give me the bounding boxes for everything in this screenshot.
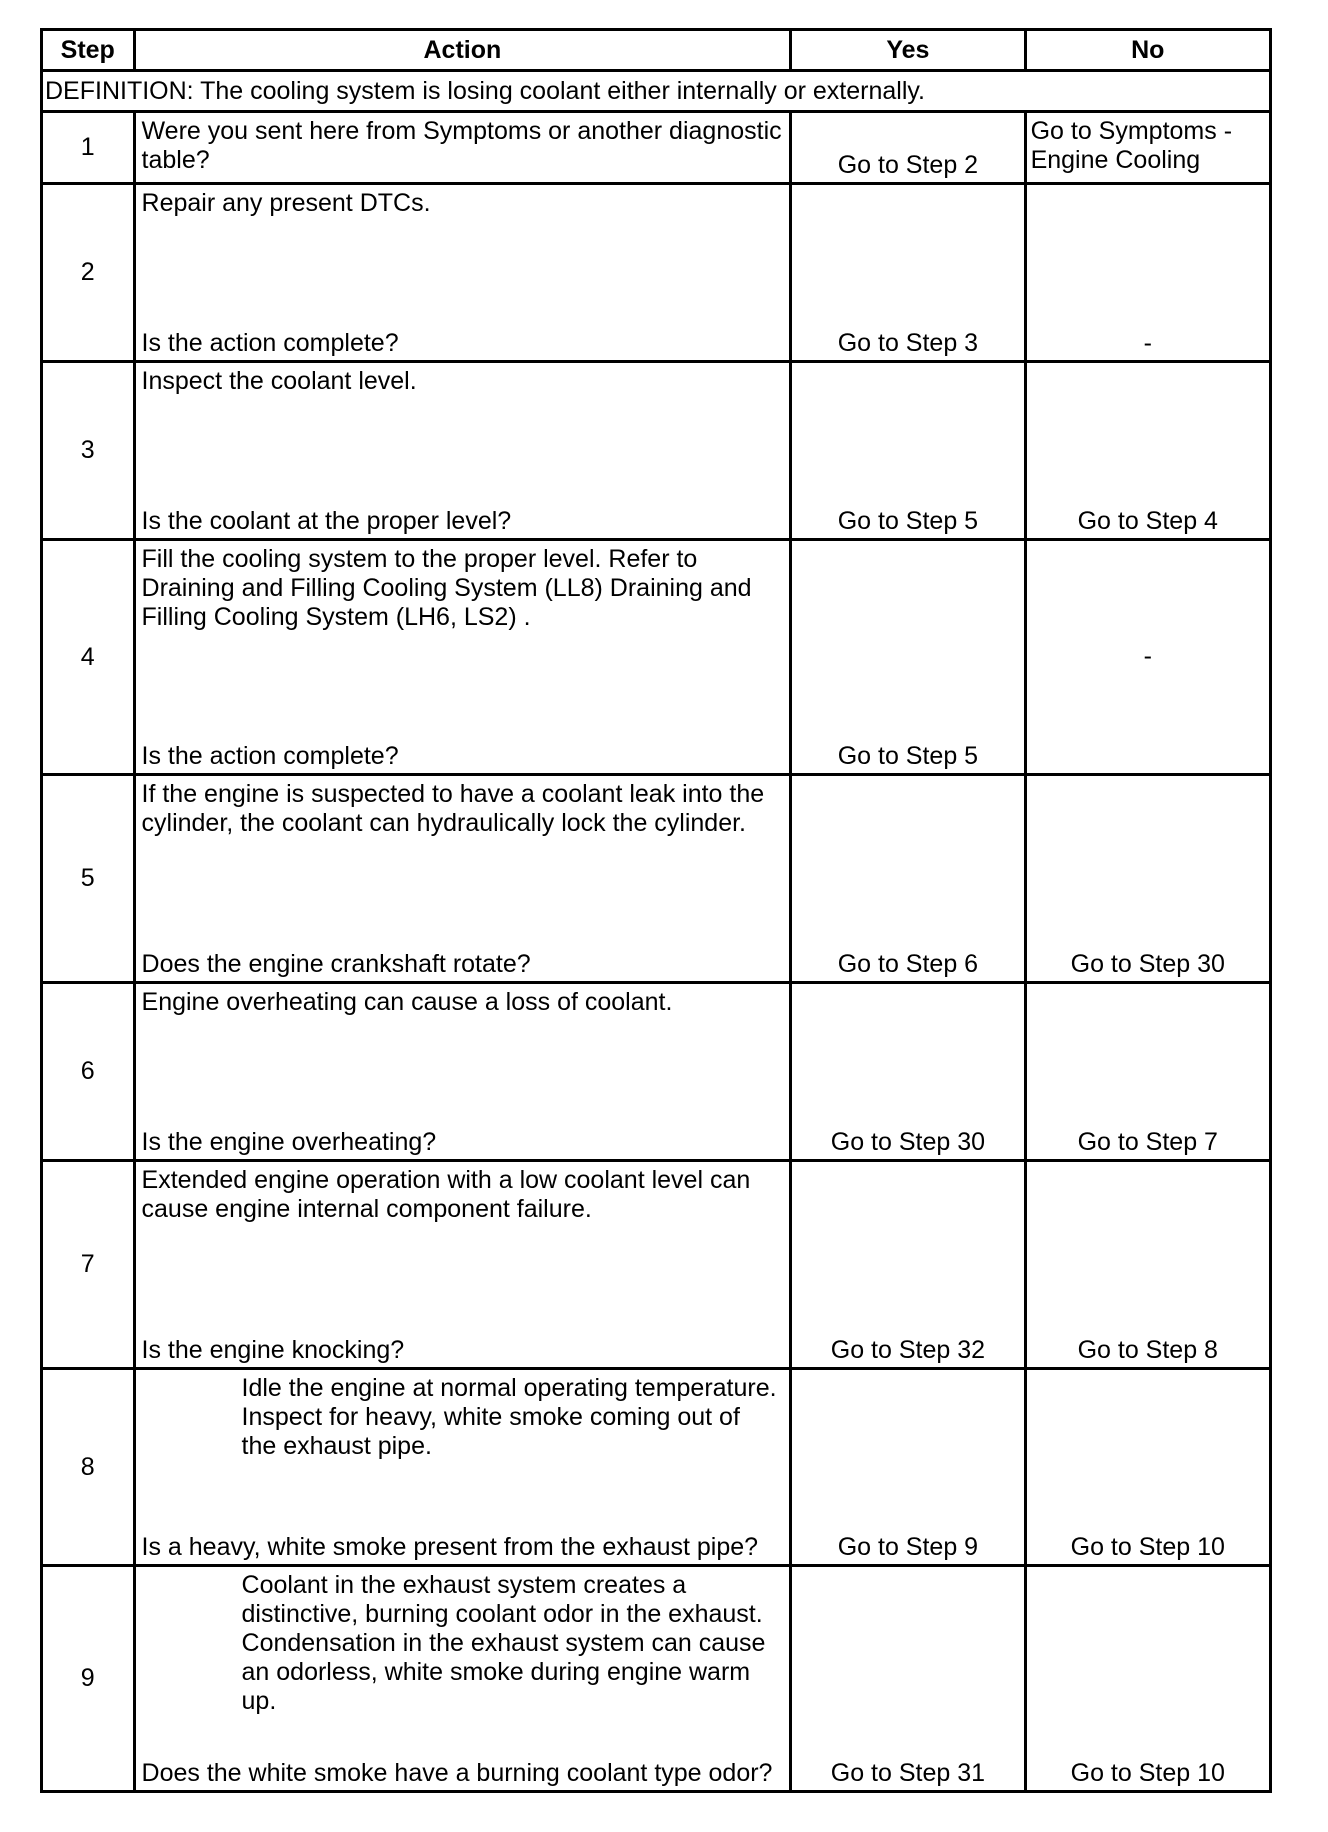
- action-text: Inspect the coolant level.: [141, 367, 417, 395]
- table-row: [42, 775, 1271, 983]
- action-text: Fill the cooling system to the proper level. Refer to Draining and Filling Cooling System (LL8) Draining and Filling Cooling System (LH6, LS2) .: [141, 545, 752, 631]
- action-text: Engine overheating can cause a loss of coolant.: [141, 988, 673, 1016]
- definition-row: [42, 71, 1271, 112]
- definition-text: DEFINITION: The cooling system is losing coolant either internally or externally.: [42, 71, 1271, 112]
- no-cell: Go to Step 30: [1025, 775, 1270, 983]
- step-number: 1: [42, 112, 135, 184]
- no-cell: Go to Step 7: [1025, 983, 1270, 1161]
- action-text: Coolant in the exhaust system creates a distinctive, burning coolant odor in the exhaust. Condensation in the exhaust system can cause an odorless, white smoke during engine warm up.: [241, 1571, 766, 1715]
- table-row: [42, 1566, 1271, 1792]
- action-question: Is the engine knocking?: [141, 1336, 405, 1364]
- no-cell: Go to Step 8: [1025, 1161, 1270, 1369]
- table-row: [42, 184, 1271, 362]
- step-number: 4: [42, 540, 135, 775]
- no-cell: Go to Symptoms - Engine Cooling: [1025, 112, 1270, 184]
- step-number: 7: [42, 1161, 135, 1369]
- action-question: Is the action complete?: [141, 742, 399, 770]
- header-row: [42, 30, 1271, 71]
- no-cell: Go to Step 10: [1025, 1566, 1270, 1792]
- step-number: 5: [42, 775, 135, 983]
- table-row: [42, 540, 1271, 775]
- yes-cell: Go to Step 9: [791, 1369, 1025, 1566]
- yes-cell: Go to Step 5: [791, 362, 1025, 540]
- no-cell: -: [1025, 540, 1270, 775]
- action-cell: [134, 1566, 791, 1792]
- diagnostic-table: [40, 28, 1272, 1793]
- diagnostic-table-page: [40, 28, 1272, 1793]
- action-cell: [134, 1161, 791, 1369]
- table-row: [42, 112, 1271, 184]
- yes-cell: Go to Step 31: [791, 1566, 1025, 1792]
- action-question: Is the engine overheating?: [141, 1128, 437, 1156]
- step-number: 6: [42, 983, 135, 1161]
- action-text: If the engine is suspected to have a coolant leak into the cylinder, the coolant can hydraulically lock the cylinder.: [141, 780, 765, 837]
- yes-cell: Go to Step 30: [791, 983, 1025, 1161]
- table-row: [42, 1161, 1271, 1369]
- no-cell: Go to Step 10: [1025, 1369, 1270, 1566]
- step-number: 9: [42, 1566, 135, 1792]
- header-action: Action: [134, 30, 791, 71]
- action-cell: [134, 983, 791, 1161]
- action-question: Does the engine crankshaft rotate?: [141, 950, 531, 978]
- action-cell: [134, 362, 791, 540]
- yes-cell: Go to Step 6: [791, 775, 1025, 983]
- table-row: [42, 362, 1271, 540]
- header-yes: Yes: [791, 30, 1025, 71]
- yes-cell: Go to Step 2: [791, 112, 1025, 184]
- action-cell: [134, 1369, 791, 1566]
- action-question: Is the coolant at the proper level?: [141, 507, 512, 535]
- action-question: Is a heavy, white smoke present from the exhaust pipe?: [141, 1533, 759, 1561]
- step-number: 8: [42, 1369, 135, 1566]
- action-question: Is the action complete?: [141, 329, 399, 357]
- action-cell: [134, 112, 791, 184]
- step-number: 2: [42, 184, 135, 362]
- yes-cell: Go to Step 32: [791, 1161, 1025, 1369]
- action-text: Repair any present DTCs.: [141, 189, 431, 217]
- action-cell: [134, 184, 791, 362]
- action-cell: [134, 540, 791, 775]
- table-row: [42, 1369, 1271, 1566]
- action-text: Were you sent here from Symptoms or another diagnostic table?: [141, 117, 782, 174]
- no-cell: Go to Step 4: [1025, 362, 1270, 540]
- header-no: No: [1025, 30, 1270, 71]
- header-step: Step: [42, 30, 135, 71]
- action-cell: [134, 775, 791, 983]
- yes-cell: Go to Step 5: [791, 540, 1025, 775]
- action-question: Does the white smoke have a burning coolant type odor?: [141, 1759, 773, 1787]
- table-row: [42, 983, 1271, 1161]
- action-text: Extended engine operation with a low coolant level can cause engine internal component failure.: [141, 1166, 751, 1223]
- yes-cell: Go to Step 3: [791, 184, 1025, 362]
- step-number: 3: [42, 362, 135, 540]
- no-cell: -: [1025, 184, 1270, 362]
- action-text: Idle the engine at normal operating temperature. Inspect for heavy, white smoke coming out of the exhaust pipe.: [241, 1374, 777, 1460]
